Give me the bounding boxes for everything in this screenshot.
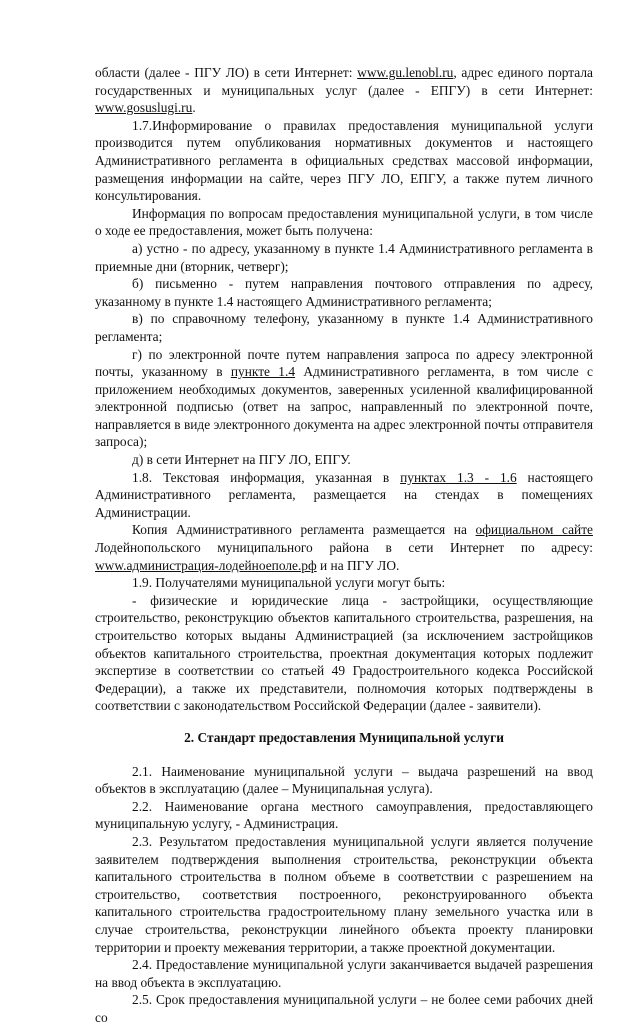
paragraph-item-b: б) письменно - путем направления почтового отправления по адресу, указанному в пункте 1.4 настоящего Административного регламента; bbox=[95, 276, 593, 309]
text: . bbox=[192, 100, 196, 116]
text: Копия Административного регламента размещается на bbox=[132, 522, 476, 538]
link-official-site[interactable]: официальном сайте bbox=[475, 522, 593, 538]
paragraph-item-g bbox=[95, 346, 593, 452]
link-punkty-1-3-1-6[interactable]: пунктах 1.3 - 1.6 bbox=[400, 469, 517, 485]
text: , адрес единого портала государственных и муниципальных услуг (далее - ЕПГУ) в сети Интернет: bbox=[95, 65, 593, 98]
paragraph-1-8 bbox=[95, 469, 593, 522]
text: Административного регламента, в том числе с приложением необходимых документов, заверенных усиленной квалифицированной электронной подписью (ответ на запрос, направленный по электронной почте, направляется в виде электронного документа на адрес электронной почты отправителя запроса); bbox=[95, 364, 594, 450]
link-punkt-1-4[interactable]: пункте 1.4 bbox=[230, 364, 296, 380]
link-lenobl[interactable]: www.gu.lenobl.ru bbox=[357, 65, 454, 80]
text: 1.8. Текстовая информация, указанная в bbox=[132, 469, 401, 485]
paragraph-1-7: 1.7.Информирование о правилах предоставления муниципальной услуги производится путем опубликования нормативных документов и настоящего Административного регламента в официальных средствах массовой информации, размещения информации на сайте, через ПГУ ЛО, ЕПГУ, а также путем личного консультирования. bbox=[95, 117, 593, 204]
text: области (далее - ПГУ ЛО) в сети Интернет: bbox=[95, 65, 358, 80]
text: настоящего Административного регламента, размещается на стендах в помещениях Администрации. bbox=[95, 469, 593, 520]
paragraph-recipients: - физические и юридические лица - застройщики, осуществляющие строительство, реконструкцию объектов капитального строительства, разрешения, на строительство которых выданы Администрацией (за исключением застройщиков объектов капитального строительства, проектная документация которых подлежит экспертизе в соответствии со статьей 49 Градостроительного кодекса Российской Федерации), а также их представители, полномочия которых подтверждены в соответствии с законодательством Российской Федерации (далее - заявители). bbox=[95, 592, 593, 714]
paragraph-2-5: 2.5. Срок предоставления муниципальной услуги – не более семи рабочих дней со bbox=[95, 992, 593, 1025]
paragraph-2-4: 2.4. Предоставление муниципальной услуги заканчивается выдачей разрешения на ввод объекта в эксплуатацию. bbox=[95, 957, 593, 990]
link-gosuslugi[interactable]: www.gosuslugi.ru bbox=[95, 100, 193, 116]
text: Лодейнопольского муниципального района в сети Интернет по адресу: bbox=[95, 540, 593, 556]
paragraph-portal bbox=[95, 64, 593, 117]
link-administration-site[interactable]: www.администрация-лодейноеполе.рф bbox=[95, 557, 317, 573]
paragraph-1-9: 1.9. Получателями муниципальной услуги могут быть: bbox=[132, 575, 446, 591]
paragraph-2-2: 2.2. Наименование органа местного самоуправления, предоставляющего муниципальную услугу, - Администрация. bbox=[95, 798, 593, 832]
paragraph-2-1: 2.1. Наименование муниципальной услуги – выдача разрешений на ввод объектов в эксплуатацию (далее – Муниципальная услуга). bbox=[95, 763, 593, 797]
paragraph-copy bbox=[95, 521, 593, 574]
section-heading: 2. Стандарт предоставления Муниципальной услуги bbox=[184, 729, 504, 745]
paragraph-item-a: а) устно - по адресу, указанному в пункте 1.4 Административного регламента в приемные дни (вторник, четверг); bbox=[95, 240, 593, 274]
paragraph-info: Информация по вопросам предоставления муниципальной услуги, в том числе о ходе ее предоставления, может быть получена: bbox=[95, 205, 593, 239]
text: г) по электронной почте путем направления запроса по адресу электронной почты, указанному в bbox=[95, 346, 593, 380]
paragraph-2-3: 2.3. Результатом предоставления муниципальной услуги является получение заявителем подтверждения выполнения строительства, реконструкции объекта капитального строительства в полном объеме в соответствии с разрешением на строительство, соответствия построенного, реконструированного объекта капитального строительства градостроительному плану земельного участка или в случае строительства, реконструкции линейного объекта проекту планировки территории и проекту межевания территории, а также проектной документации. bbox=[95, 833, 593, 955]
paragraph-item-v: в) по справочному телефону, указанному в пункте 1.4 Административного регламента; bbox=[95, 311, 593, 344]
text: и на ПГУ ЛО. bbox=[316, 557, 400, 573]
paragraph-item-d: д) в сети Интернет на ПГУ ЛО, ЕПГУ. bbox=[132, 452, 351, 468]
document-page bbox=[95, 64, 593, 1026]
